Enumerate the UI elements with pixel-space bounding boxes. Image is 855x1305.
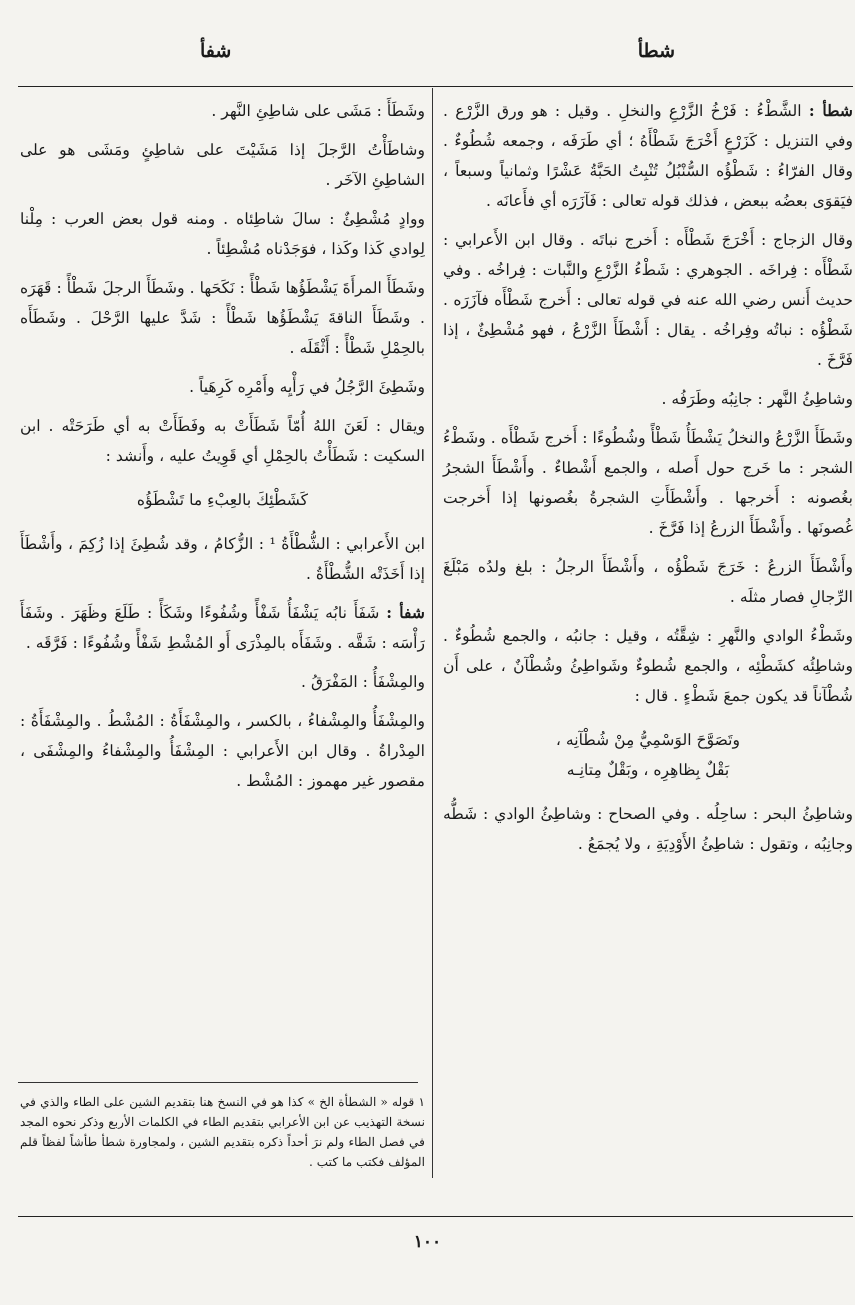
headword: شفأ : <box>386 603 425 622</box>
headword: شطأ : <box>808 101 853 120</box>
column-divider <box>432 88 433 1178</box>
entry-text: والمِشْفَأُ : المَفْرَقُ . <box>301 673 425 691</box>
entry-paragraph <box>20 706 425 796</box>
entry-paragraph <box>20 411 425 471</box>
verse <box>20 485 425 515</box>
entry-text: والمِشْفَأُ والمِشْفاءُ ، بالكسر ، والمِشْفَأَةُ : المُشْطُ . والمِشْفَأَةُ : المِدْراةُ . وقال ابن الأَعرابي : المِشْفَأُ والمِشْفاءُ والمِشْفَى ، مقصور غير مهموز : المُشْط . <box>20 712 425 790</box>
page-number: ١٠٠ <box>413 1232 442 1252</box>
top-rule <box>18 86 853 87</box>
entry-text: وشاطِئُ النَّهر : جانِبُه وطَرَفُه . <box>661 390 853 408</box>
verse-line: بَقْلٌ بِظاهِرِه ، وبَقْلٌ مِتانِـه <box>566 761 730 779</box>
entry-text: وشَطَأَ الزَّرْعُ والنخلُ يَشْطَأُ شَطْأً وشُطُوءًا : أَخرج شَطْأَه . وشَطْءُ الشجر : ما خَرج حول أَصله ، والجمع أَشْطاءٌ . وأَشْطَأَ الشجرُ بغُصونه : أَخرجها . وأَشْطَأَتِ الشجرةُ بغُصونها إذا أَخرجت غُصونَها . وأَشْطَأَ الزرعُ إذا فَرَّخَ . <box>443 429 853 537</box>
verse <box>443 725 853 785</box>
entry-text: وشاطَأْتُ الرَّجلَ إذا مَشَيْتَ على شاطِئٍ ومَشَى هو على الشاطِئِ الآخَر . <box>20 141 425 189</box>
entry-paragraph <box>443 225 853 375</box>
entry-paragraph <box>443 96 853 216</box>
entry-text: وشَطَأَ : مَشَى على شاطِئِ النَّهر . <box>211 102 425 120</box>
entry-paragraph <box>20 204 425 264</box>
entry-text: وشَطِئَ الرَّجُلُ في رَأْيِه وأَمْرِه كَرِهَياً . <box>189 378 425 396</box>
entry-text: وقال الزجاج : أَخْرَجَ شَطْأَه : أَخرج نباتَه . وقال ابن الأَعرابي : شَطْأَه : فِراخَه . الجوهري : شَطْءُ الزَّرْعِ والنَّبات : فِراخُه . وفي حديث أَنس رضي الله عنه في قوله تعالى : أَخرج شَطْأَه فآزَرَه . شَطْؤُه : نباتُه وفِراخُه . يقال : أَشْطَأَ الزَّرْعُ ، فهو مُشْطِئٌ ، إذا فَرَّخَ . <box>443 231 853 369</box>
entry-paragraph <box>443 384 853 414</box>
entry-text: ووادٍ مُشْطِئٌ : سالَ شاطِئاه . ومنه قول بعض العرب : مِلْنا لِوادي كَذا وكَذا ، فوَجَدْناه مُشْطِئاً . <box>20 210 425 258</box>
entry-paragraph <box>20 372 425 402</box>
header-left-word: شفأ <box>200 40 232 62</box>
entry-text: شَفَأَ نابُه يَشْفَأُ شَفْأً وشُفُوءًا وشَكَأً : طَلَعَ وظَهَرَ . وشَفَأَ رَأْسَه : شَقَّه . وشَفَأَه بالمِذْرَى أَو المُشْطِ شَفْأً وشُفُوءًا : فَرَّقَه . <box>20 604 425 652</box>
footnote-rule <box>18 1082 418 1083</box>
entry-paragraph <box>443 552 853 612</box>
entry-text: ويقال : لَعَنَ اللهُ أُمّاً شَطَأَتْ به وفَطَأَتْ به أي طَرَحَتْه . ابن السكيت : شَطَأْتُ بالحِمْلِ أي قَوِيتُ عليه ، وأَنشد : <box>20 417 425 465</box>
verse-line: وتَصَوَّحَ الوَسْمِيُّ مِنْ شُطْآنِه ، <box>555 731 741 749</box>
entry-paragraph <box>20 598 425 658</box>
entry-text: ابن الأَعرابي : الشُّطْأَةُ ¹ : الزُّكامُ ، وقد شُطِئَ إذا زُكِمَ ، وأَشْطَأَ إذا أَخَذَتْه الشُّطْأَةُ . <box>20 535 425 583</box>
entry-paragraph <box>20 135 425 195</box>
right-column <box>443 96 853 868</box>
entry-paragraph <box>443 621 853 711</box>
entry-paragraph <box>443 799 853 859</box>
footnote: ١ قوله « الشطأة الخ » كذا هو في النسخ هنا بتقديم الشين على الطاء والذي في نسخة التهذيب عن ابن الأعرابي بتقديم الطاء في الكلمات الأربع وذكر نحوه المجد في فصل الطاء ولم نرَ أحداً ذكره بتقديم الشين ، ولمجاورة شطأ طأشاً لفظاً قلم المؤلف فكتب ما كتب . <box>20 1095 425 1169</box>
entry-paragraph <box>20 667 425 697</box>
entry-text: الشَّطْءُ : فَرْخُ الزَّرْعِ والنخلِ . وقيل : هو ورق الزَّرْع . وفي التنزيل : كَزَرْعٍ أَخْرَجَ شَطْأَهُ ؛ أي طَرَفَه ، وجمعه شُطُوءٌ . وقال الفرّاءُ : شَطْؤُه السُّنْبُلُ تُنْبِتُ الحَبَّةُ عَشْرًا وثمانياً وسبعاً ، فيَقوَى بعضُه ببعض ، فذلك قوله تعالى : فَآزَرَه أي فأَعانَه . <box>443 102 853 210</box>
entry-paragraph <box>20 273 425 363</box>
left-column <box>20 96 425 805</box>
entry-paragraph <box>20 529 425 589</box>
entry-text: وأَشْطَأَ الزرعُ : خَرَجَ شَطْؤُه ، وأَشْطَأَ الرجلُ : بلغ ولدُه مَبْلَغَ الرِّجالِ فصار مثلَه . <box>443 558 853 606</box>
bottom-rule <box>18 1216 853 1217</box>
entry-paragraph <box>443 423 853 543</box>
entry-paragraph <box>20 96 425 126</box>
verse-line: كَشَطْئِكَ بالعِبْءِ ما تَشْطَؤُه <box>136 491 309 509</box>
header-right-word: شطأ <box>637 40 675 62</box>
entry-text: وشاطِئُ البحر : ساحِلُه . وفي الصحاح : وشاطِئُ الوادي : شَطُّه وجانِبُه ، وتقول : شاطِئُ الأَوْدِيَةِ ، ولا يُجمَعُ . <box>443 805 853 853</box>
entry-text: وشَطَأَ المرأَةَ يَشْطَؤُها شَطْأً : نَكَحَها . وشَطَأَ الرجلَ شَطْأً : قَهَرَه . وشَطَأَ الناقةَ يَشْطَؤُها شَطْأً : شَدَّ عليها الرَّحْلَ . وشَطَأَه بالحِمْلِ شَطْأً : أَثْقَلَه . <box>20 279 425 357</box>
entry-text: وشَطْءُ الوادي والنَّهرِ : شِقَّتُه ، وقيل : جانبُه ، والجمع شُطُوءٌ . وشاطِئُه كشَطْئِه ، والجمع شُطوءٌ وشَواطِئُ وشُطْآنٌ ، على أَن شُطْآناً قد يكون جمعَ شَطْءٍ . قال : <box>443 627 853 705</box>
